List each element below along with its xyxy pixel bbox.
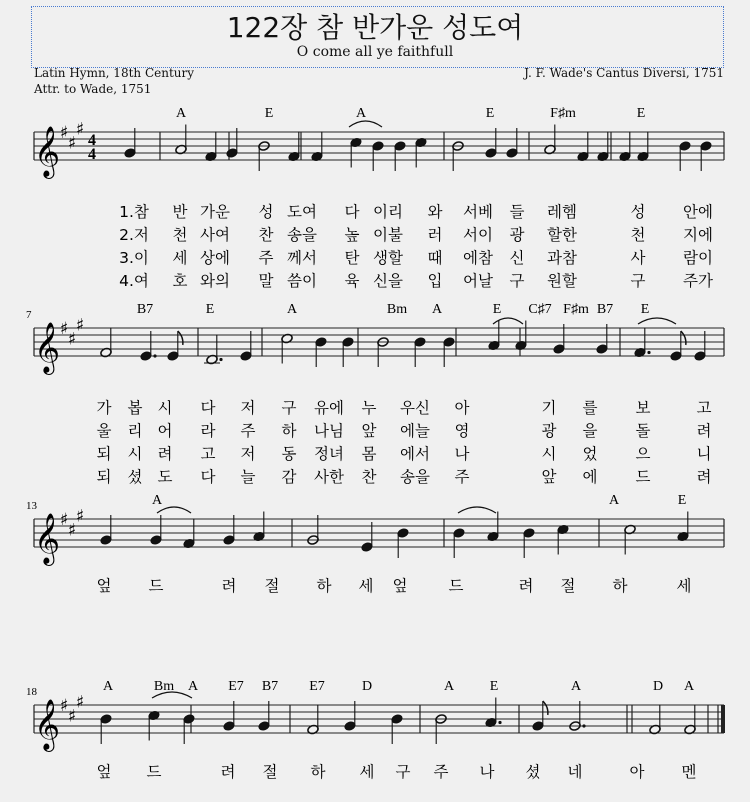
chord-symbol: C♯7 [528, 302, 552, 317]
lyric-syllable: 나님 [314, 422, 344, 440]
chord-symbol: A [683, 679, 695, 694]
lyric-syllable: 나 [479, 763, 495, 781]
lyric-syllable: 반 [172, 203, 188, 221]
lyric-syllable: 어날 [463, 272, 493, 290]
treble-clef-icon: 𝄞 [33, 513, 61, 564]
lyric-syllable: 람이 [683, 249, 713, 267]
chord-symbol: E7 [228, 679, 244, 694]
lyric-syllable: 려 [157, 445, 173, 463]
lyric-syllable: 주 [454, 468, 470, 486]
text-credit-2: Attr. to Wade, 1751 [34, 82, 152, 96]
lyric-syllable: 광 [509, 226, 525, 244]
note-flag [681, 331, 686, 345]
lyric-syllable: 때 [427, 249, 443, 267]
staff-system-3 [34, 512, 724, 559]
lyric-syllable: 신을 [373, 272, 403, 290]
lyric-syllable: 육 [344, 272, 360, 290]
chord-symbol: B7 [596, 302, 614, 317]
lyric-syllable: 엎 [392, 577, 408, 595]
lyric-syllable: 3.이 [119, 249, 149, 267]
lyric-syllable: 고 [200, 445, 216, 463]
key-signature-sharp-icon: ♯ [59, 510, 69, 530]
lyric-syllable: 시 [127, 445, 143, 463]
lyric-syllable: 보 [635, 399, 651, 417]
lyric-syllable: 말 [258, 272, 274, 290]
chord-symbol: Bm [153, 679, 175, 694]
lyric-syllable: 아 [454, 399, 470, 417]
lyric-syllable: 에 [582, 468, 598, 486]
lyric-syllable: 드 [146, 763, 162, 781]
slur [157, 507, 191, 513]
lyric-syllable: 으 [635, 445, 651, 463]
chord-symbol: F♯m [550, 106, 576, 121]
lyric-syllable: 광 [541, 422, 557, 440]
lyric-syllable: 주가 [683, 272, 713, 290]
lyric-syllable: 천 [172, 226, 188, 244]
chord-symbol: D [652, 679, 664, 694]
chord-symbol: A [431, 302, 443, 317]
chord-symbol: E [640, 302, 650, 317]
chord-symbol: D [361, 679, 373, 694]
treble-clef-icon: 𝄞 [33, 699, 61, 750]
lyric-syllable: 우신 [400, 399, 430, 417]
lyric-syllable: 시 [157, 399, 173, 417]
lyric-syllable: 유에 [314, 399, 344, 417]
lyric-syllable: 드 [635, 468, 651, 486]
lyric-syllable: 드 [448, 577, 464, 595]
key-signature-sharp-icon: ♯ [75, 692, 85, 713]
lyric-syllable: 려 [220, 763, 236, 781]
lyric-syllable: 셨 [525, 763, 541, 781]
lyric-syllable: 레헴 [547, 203, 577, 221]
lyric-syllable: 주 [240, 422, 256, 440]
lyric-syllable: 세 [358, 577, 374, 595]
chord-symbol: E [205, 302, 215, 317]
lyric-syllable: 이불 [373, 226, 403, 244]
chord-symbol: B7 [136, 302, 154, 317]
lyric-syllable: 2.저 [119, 226, 149, 244]
lyric-syllable: 사 [630, 249, 646, 267]
lyric-syllable: 하 [281, 422, 297, 440]
lyric-syllable: 늘 [240, 468, 256, 486]
slur [349, 121, 382, 127]
text-credit-1: Latin Hymn, 18th Century [34, 66, 195, 80]
lyric-syllable: 절 [262, 763, 278, 781]
lyric-syllable: 와 [427, 203, 443, 221]
key-signature-sharp-icon: ♯ [67, 133, 77, 154]
chord-symbol: A [187, 679, 199, 694]
lyric-syllable: 누 [361, 399, 377, 417]
time-signature-top: 4 [88, 132, 96, 149]
chord-symbol: Bm [386, 302, 408, 317]
lyric-syllable: 세 [676, 577, 692, 595]
lyric-syllable: 에서 [400, 445, 430, 463]
chord-symbol: E [489, 679, 499, 694]
lyric-syllable: 되 [96, 445, 112, 463]
key-signature-sharp-icon: ♯ [59, 123, 69, 143]
lyric-syllable: 하 [316, 577, 332, 595]
lyric-syllable: 드 [148, 577, 164, 595]
chord-symbol: A [102, 679, 114, 694]
lyric-syllable: 높 [344, 226, 360, 244]
hymn-subtitle: O come all ye faithfull [296, 44, 454, 60]
lyric-syllable: 신 [509, 249, 525, 267]
lyric-syllable: 주 [258, 249, 274, 267]
lyric-syllable: 하 [612, 577, 628, 595]
measure-number: 18 [26, 686, 37, 698]
lyric-syllable: 다 [200, 399, 216, 417]
lyric-syllable: 탄 [344, 249, 360, 267]
note-flag [543, 701, 548, 715]
lyric-syllable: 1.참 [119, 203, 149, 221]
chord-symbol: A [355, 106, 367, 121]
lyric-syllable: 동 [281, 445, 297, 463]
chord-symbol: A [175, 106, 187, 121]
lyric-syllable: 엎 [96, 763, 112, 781]
dot [647, 351, 650, 354]
lyric-syllable: 니 [696, 445, 712, 463]
lyric-syllable: 에참 [463, 249, 493, 267]
lyric-syllable: 천 [630, 226, 646, 244]
lyric-syllable: 를 [582, 399, 598, 417]
lyric-syllable: 리 [127, 422, 143, 440]
lyric-syllable: 가운 [200, 203, 230, 221]
lyric-syllable: 가 [96, 399, 112, 417]
hymn-title: 122장 참 반가운 성도여 [226, 11, 524, 44]
treble-clef-icon: 𝄞 [33, 322, 61, 373]
chord-symbol: A [286, 302, 298, 317]
lyric-syllable: 하 [310, 763, 326, 781]
lyric-syllable: 다 [200, 468, 216, 486]
lyric-syllable: 절 [560, 577, 576, 595]
key-signature-sharp-icon: ♯ [67, 329, 77, 350]
lyric-syllable: 사여 [200, 226, 230, 244]
lyric-syllable: 송을 [287, 226, 317, 244]
key-signature-sharp-icon: ♯ [67, 706, 77, 727]
lyric-syllable: 몸 [361, 445, 377, 463]
lyric-syllable: 와의 [200, 272, 230, 290]
chord-symbol: F♯m [563, 302, 589, 317]
lyric-syllable: 원할 [547, 272, 577, 290]
lyric-syllable: 송을 [400, 468, 430, 486]
lyric-syllable: 구 [395, 763, 411, 781]
lyric-syllable: 입 [427, 272, 443, 290]
key-signature-sharp-icon: ♯ [75, 506, 85, 527]
lyric-syllable: 어 [157, 422, 173, 440]
measure-number: 13 [26, 500, 37, 512]
slur [458, 507, 496, 513]
lyric-syllable: 사한 [314, 468, 344, 486]
lyric-syllable: 저 [240, 399, 256, 417]
lyric-syllable: 엎 [96, 577, 112, 595]
lyric-syllable: 려 [696, 422, 712, 440]
dot [498, 721, 501, 724]
lyric-syllable: 라 [200, 422, 216, 440]
lyric-syllable: 돌 [635, 422, 651, 440]
slur [493, 318, 523, 324]
lyric-syllable: 씀이 [287, 272, 317, 290]
lyric-syllable: 생할 [373, 249, 403, 267]
lyric-syllable: 러 [427, 226, 443, 244]
lyric-syllable: 되 [96, 468, 112, 486]
chord-symbol: B7 [261, 679, 279, 694]
lyric-syllable: 봅 [127, 399, 143, 417]
dot [582, 724, 585, 727]
note-flag [178, 331, 183, 345]
lyric-syllable: 다 [344, 203, 360, 221]
measure-number: 7 [26, 309, 32, 321]
lyric-syllable: 할한 [547, 226, 577, 244]
lyric-syllable: 을 [582, 422, 598, 440]
chord-symbol: E [492, 302, 502, 317]
lyric-syllable: 이리 [373, 203, 403, 221]
lyric-syllable: 앞 [541, 468, 557, 486]
chord-symbol: A [608, 493, 620, 508]
lyric-syllable: 구 [630, 272, 646, 290]
lyric-syllable: 영 [454, 422, 470, 440]
lyric-syllable: 성 [258, 203, 274, 221]
lyric-syllable: 려 [696, 468, 712, 486]
dot [153, 354, 156, 357]
lyric-syllable: 감 [281, 468, 297, 486]
staff-system-1 [34, 125, 724, 172]
chord-symbol: A [570, 679, 582, 694]
lyric-syllable: 에늘 [400, 422, 430, 440]
chord-symbol: E [677, 493, 687, 508]
staff-system-2 [34, 321, 724, 368]
staff-system-4 [34, 698, 725, 745]
lyric-syllable: 안에 [683, 203, 713, 221]
lyric-syllable: 들 [509, 203, 525, 221]
lyric-syllable: 과참 [547, 249, 577, 267]
lyric-syllable: 도 [157, 468, 173, 486]
lyric-syllable: 저 [240, 445, 256, 463]
lyric-syllable: 지에 [683, 226, 713, 244]
chord-symbol: A [443, 679, 455, 694]
key-signature-sharp-icon: ♯ [75, 119, 85, 140]
chord-symbol: E [636, 106, 646, 121]
lyric-syllable: 서이 [463, 226, 493, 244]
lyric-syllable: 려 [221, 577, 237, 595]
lyric-syllable: 절 [264, 577, 280, 595]
lyric-syllable: 상에 [200, 249, 230, 267]
final-barline-thick [721, 705, 725, 733]
key-signature-sharp-icon: ♯ [59, 696, 69, 716]
lyric-syllable: 호 [172, 272, 188, 290]
lyric-syllable: 찬 [361, 468, 377, 486]
chord-symbol: E [264, 106, 274, 121]
lyric-syllable: 고 [696, 399, 712, 417]
time-signature-bottom: 4 [88, 146, 96, 163]
lyric-syllable: 멘 [681, 763, 697, 781]
lyric-syllable: 구 [509, 272, 525, 290]
slur [638, 318, 676, 324]
chord-symbol: E [485, 106, 495, 121]
lyric-syllable: 찬 [258, 226, 274, 244]
lyric-syllable: 4.여 [119, 272, 149, 290]
key-signature-sharp-icon: ♯ [75, 315, 85, 336]
lyric-syllable: 울 [96, 422, 112, 440]
lyric-syllable: 구 [281, 399, 297, 417]
lyric-syllable: 기 [541, 399, 557, 417]
lyric-syllable: 시 [541, 445, 557, 463]
key-signature-sharp-icon: ♯ [59, 319, 69, 339]
lyric-syllable: 도여 [287, 203, 317, 221]
lyric-syllable: 성 [630, 203, 646, 221]
chord-symbol: E7 [309, 679, 325, 694]
chord-symbol: A [151, 493, 163, 508]
lyric-syllable: 주 [433, 763, 449, 781]
dot [219, 358, 222, 361]
lyric-syllable: 아 [629, 763, 645, 781]
lyric-syllable: 세 [172, 249, 188, 267]
music-credit: J. F. Wade's Cantus Diversi, 1751 [524, 66, 724, 80]
lyric-syllable: 서베 [463, 203, 493, 221]
lyric-syllable: 나 [454, 445, 470, 463]
lyric-syllable: 앞 [361, 422, 377, 440]
lyric-syllable: 정녀 [314, 445, 344, 463]
key-signature-sharp-icon: ♯ [67, 520, 77, 541]
lyric-syllable: 었 [582, 445, 598, 463]
treble-clef-icon: 𝄞 [33, 126, 61, 177]
lyric-syllable: 네 [567, 763, 583, 781]
lyric-syllable: 세 [359, 763, 375, 781]
lyric-syllable: 려 [518, 577, 534, 595]
lyric-syllable: 께서 [287, 249, 317, 267]
lyric-syllable: 셨 [127, 468, 143, 486]
